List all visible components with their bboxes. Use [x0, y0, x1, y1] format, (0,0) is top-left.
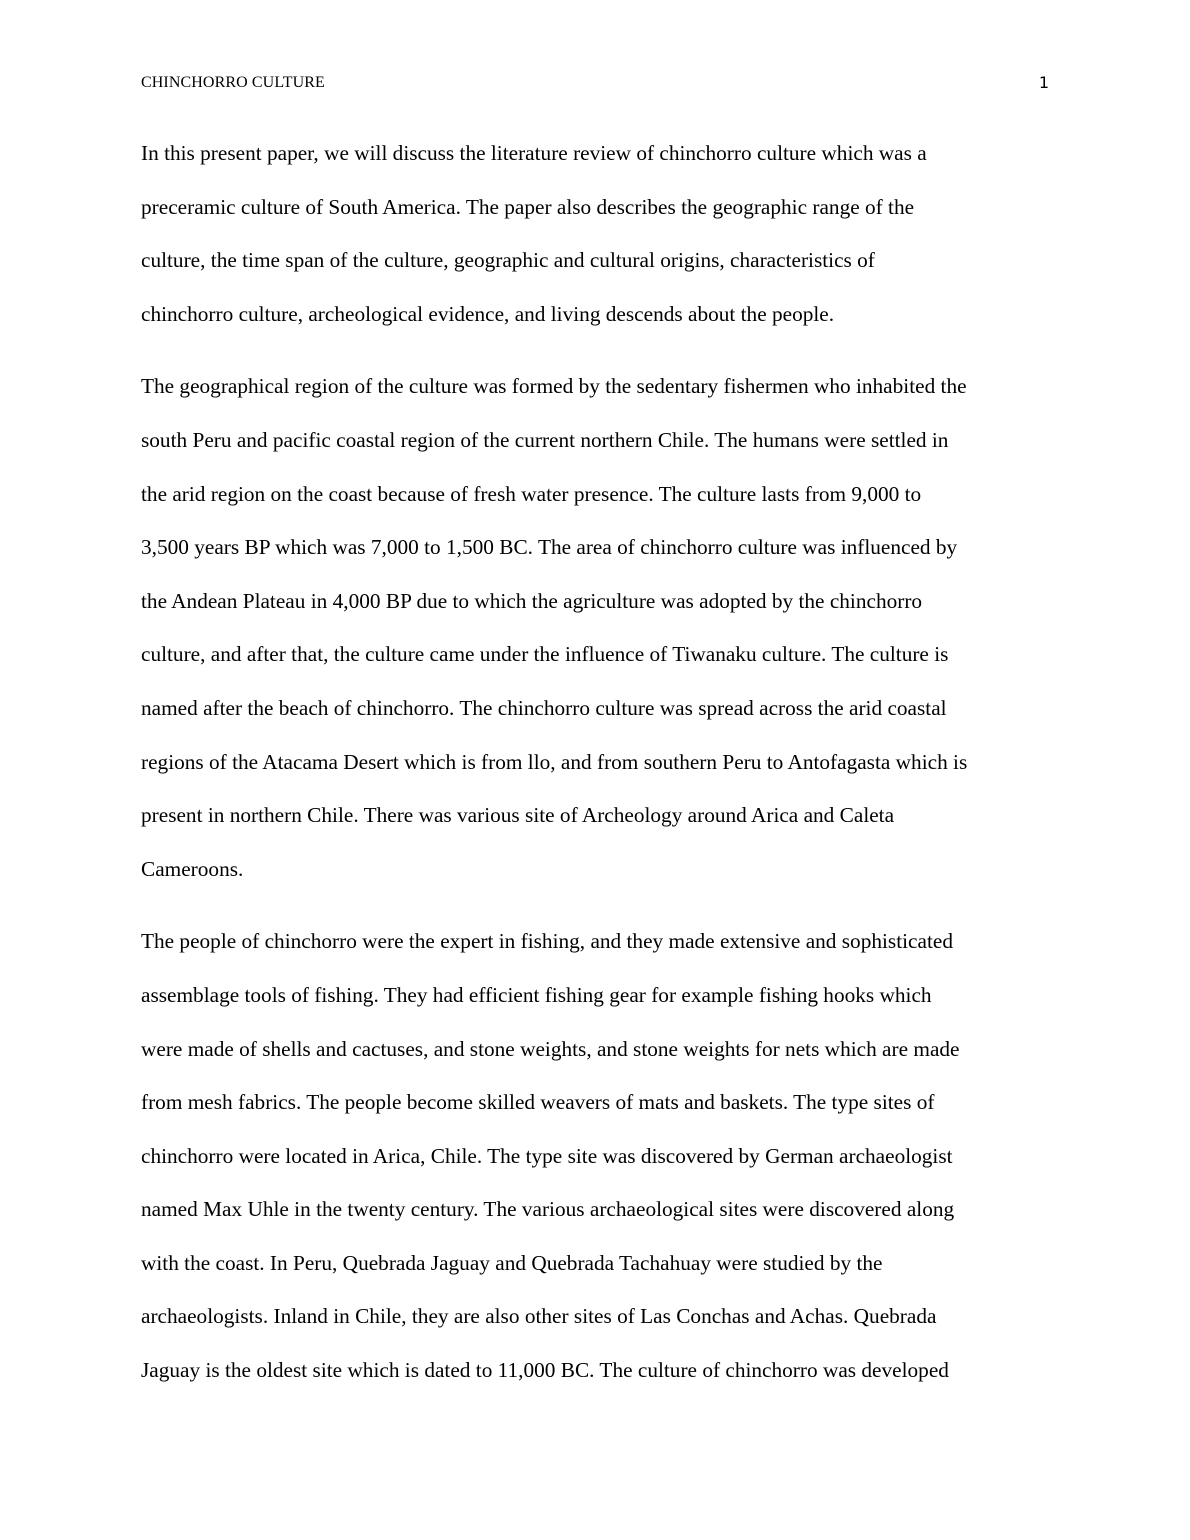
text-line: 3,500 years BP which was 7,000 to 1,500 BC. The area of chinchorro culture was influenced by: [141, 535, 958, 560]
paragraph-intro: [141, 127, 1051, 341]
paragraph-geography: [141, 360, 1051, 896]
text-line: the arid region on the coast because of fresh water presence. The culture lasts from 9,000 to: [141, 481, 922, 506]
text-line: The people of chinchorro were the expert in fishing, and they made extensive and sophisticated: [141, 929, 953, 954]
text-line: culture, the time span of the culture, geographic and cultural origins, characteristics of: [141, 248, 875, 273]
text-line: named Max Uhle in the twenty century. The various archaeological sites were discovered along: [141, 1197, 955, 1222]
paragraph-fishing: [141, 915, 1051, 1397]
text-line: archaeologists. Inland in Chile, they are also other sites of Las Conchas and Achas. Quebrada: [141, 1304, 937, 1329]
text-line: preceramic culture of South America. The paper also describes the geographic range of the: [141, 194, 915, 219]
text-line: culture, and after that, the culture came under the influence of Tiwanaku culture. The culture is: [141, 642, 949, 667]
text-line: with the coast. In Peru, Quebrada Jaguay and Quebrada Tachahuay were studied by the: [141, 1250, 883, 1275]
text-line: the Andean Plateau in 4,000 BP due to which the agriculture was adopted by the chinchorro: [141, 588, 923, 613]
text-line: The geographical region of the culture was formed by the sedentary fishermen who inhabited the: [141, 374, 967, 399]
text-line: south Peru and pacific coastal region of the current northern Chile. The humans were settled in: [141, 427, 949, 452]
body-text: [141, 127, 1051, 1417]
text-line: from mesh fabrics. The people become skilled weavers of mats and baskets. The type sites of: [141, 1090, 935, 1115]
text-line: were made of shells and cactuses, and stone weights, and stone weights for nets which are made: [141, 1036, 960, 1061]
text-line: chinchorro were located in Arica, Chile. The type site was discovered by German archaeologist: [141, 1143, 953, 1168]
text-line: named after the beach of chinchorro. The chinchorro culture was spread across the arid coastal: [141, 695, 947, 720]
text-line: assemblage tools of fishing. They had efficient fishing gear for example fishing hooks which: [141, 982, 932, 1007]
page-number: 1: [1038, 73, 1049, 92]
running-head: CHINCHORRO CULTURE: [141, 74, 325, 91]
text-line: In this present paper, we will discuss the literature review of chinchorro culture which was a: [141, 141, 927, 165]
text-line: chinchorro culture, archeological evidence, and living descends about the people.: [141, 301, 835, 326]
text-line: regions of the Atacama Desert which is from llo, and from southern Peru to Antofagasta which is: [141, 749, 968, 774]
text-line: Jaguay is the oldest site which is dated to 11,000 BC. The culture of chinchorro was developed: [141, 1358, 949, 1383]
text-line: present in northern Chile. There was various site of Archeology around Arica and Caleta: [141, 803, 895, 828]
text-line: Cameroons.: [141, 856, 244, 881]
